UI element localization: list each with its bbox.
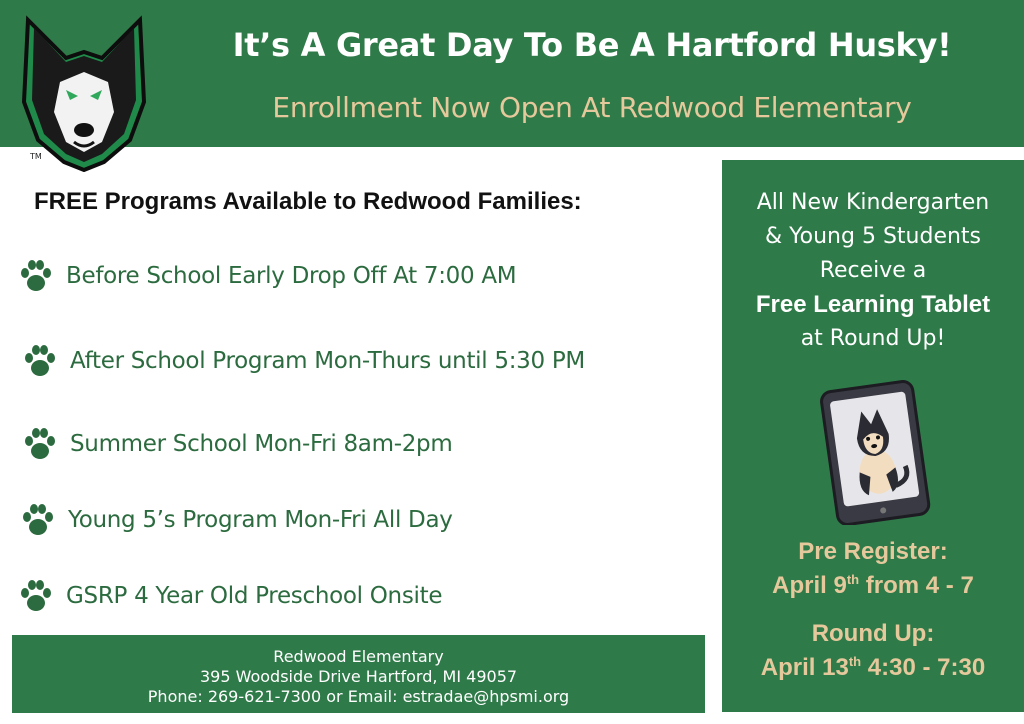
round-up-suffix: th: [848, 654, 862, 669]
pre-register-time: from 4 - 7: [859, 572, 974, 599]
list-item: [20, 341, 585, 381]
programs-heading: FREE Programs Available to Redwood Families:: [34, 188, 582, 215]
program-label: Before School Early Drop Off At 7:00 AM: [66, 263, 517, 289]
round-up-label: Round Up:: [811, 620, 935, 647]
pre-register-suffix: th: [846, 572, 860, 587]
paw-icon: [16, 576, 56, 616]
school-address: 395 Woodside Drive Hartford, MI 49057: [199, 667, 518, 686]
program-label: Summer School Mon-Fri 8am-2pm: [70, 431, 453, 457]
pre-register-date: [722, 566, 1024, 600]
page-title: It’s A Great Day To Be A Hartford Husky!: [232, 26, 952, 64]
paw-icon: [20, 341, 60, 381]
round-up-time: 4:30 - 7:30: [861, 654, 986, 681]
husky-logo-icon: [18, 12, 150, 172]
trademark-label: TM: [30, 152, 42, 161]
promo-line: at Round Up!: [800, 326, 946, 351]
tablet-promo-panel: [722, 160, 1024, 712]
program-label: After School Program Mon-Thurs until 5:30 PM: [70, 348, 585, 374]
promo-line: Receive a: [819, 258, 927, 283]
list-item: [20, 424, 452, 464]
round-up-date: [722, 648, 1024, 682]
list-item: [16, 256, 516, 296]
pre-register-day: April 9: [772, 572, 847, 599]
promo-highlight: Free Learning Tablet: [755, 291, 991, 318]
school-name: Redwood Elementary: [273, 647, 444, 666]
promo-line: & Young 5 Students: [764, 224, 982, 249]
paw-icon: [18, 500, 58, 540]
list-item: [18, 500, 453, 540]
paw-icon: [20, 424, 60, 464]
paw-icon: [16, 256, 56, 296]
list-item: [16, 576, 442, 616]
page-subtitle: Enrollment Now Open At Redwood Elementary: [272, 91, 912, 124]
program-label: GSRP 4 Year Old Preschool Onsite: [66, 583, 443, 609]
header-banner: [0, 0, 1024, 147]
round-up-day: April 13: [760, 654, 849, 681]
promo-text: [722, 186, 1024, 356]
pre-register-label: Pre Register:: [798, 538, 948, 565]
tablet-husky-icon: [815, 380, 935, 525]
pre-register-info: [722, 538, 1024, 600]
round-up-info: [722, 620, 1024, 682]
program-label: Young 5’s Program Mon-Fri All Day: [68, 507, 453, 533]
school-contact[interactable]: Phone: 269-621-7300 or Email: estradae@hpsmi.org: [147, 687, 570, 706]
contact-footer: [12, 635, 705, 713]
promo-line: All New Kindergarten: [756, 190, 990, 215]
